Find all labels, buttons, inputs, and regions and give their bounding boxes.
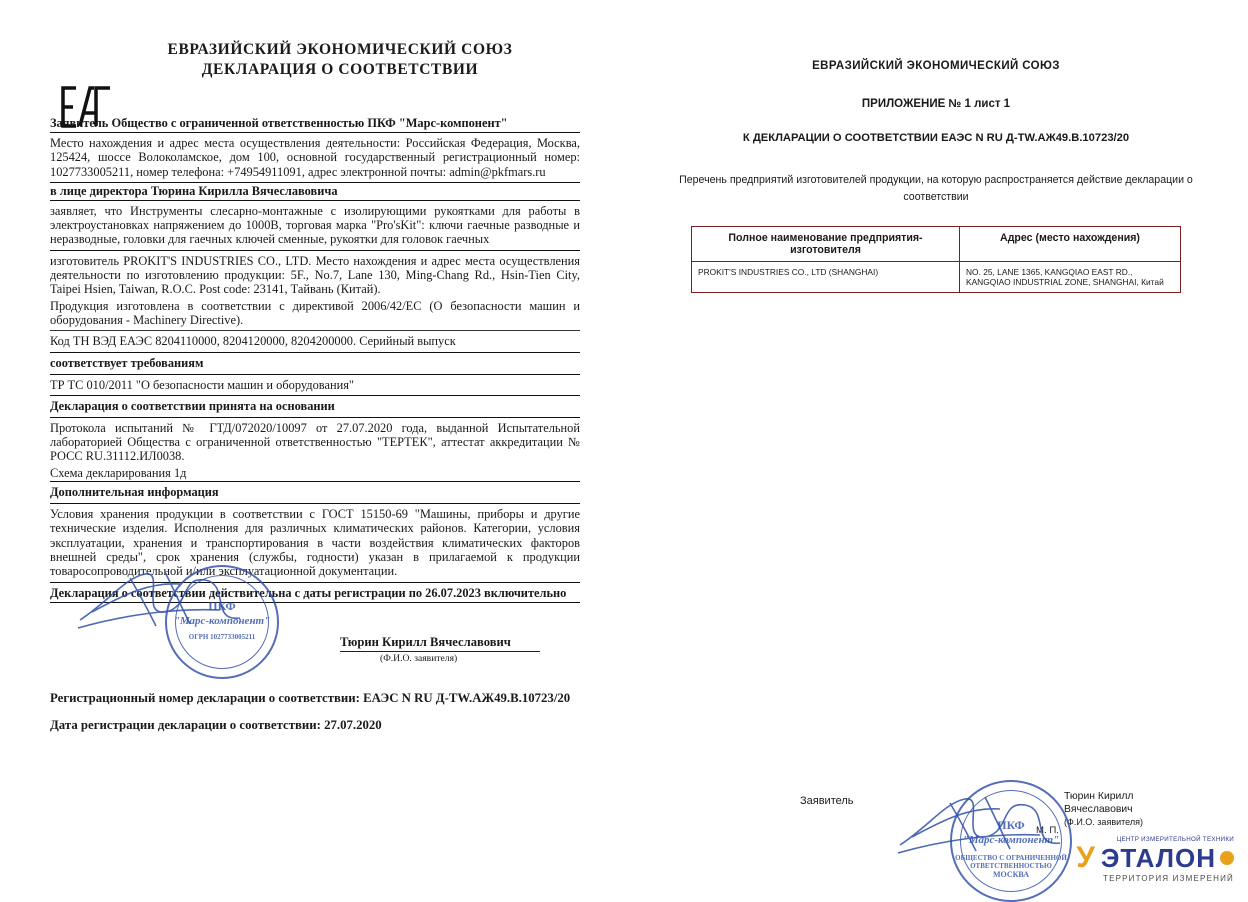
- applicant-line: Заявитель Общество с ограниченной ответственностью ПКФ "Марс-компонент": [50, 116, 508, 130]
- registration-date: Дата регистрации декларации о соответствии: 27.07.2020: [50, 717, 382, 732]
- table-header-row: [692, 227, 1181, 262]
- declaration-left-page: [0, 0, 624, 891]
- appendix-note: Перечень предприятий изготовителей продукции, на которую распространяется действие декларации о соответствии: [679, 174, 1193, 203]
- logo-dot-icon: [1220, 851, 1234, 865]
- tnved-code: Код ТН ВЭД ЕАЭС 8204110000, 8204120000, 8204200000. Серийный выпуск: [50, 334, 456, 349]
- manufacturers-table: [691, 226, 1181, 293]
- seal-r-line-2: "Марс-компонент": [962, 834, 1060, 846]
- logo-top-line: ЦЕНТР ИЗМЕРИТЕЛЬНОЙ ТЕХНИКИ: [1116, 836, 1234, 843]
- etalon-logo: [1054, 836, 1234, 883]
- scheme-text: Схема декларирования 1д: [50, 465, 187, 480]
- manufacturer-info: изготовитель PROKIT'S INDUSTRIES CO., LTD. Место нахождения и адрес места осуществления деятельности по изготовлению продукции: 5F., No.7, Lane 130, Ming-Chang Rd., Hsin-Tien City, Taipei Hsien, Taiwan, R.O.C. Post code: 23141, Тайвань (Китай).: [50, 253, 580, 297]
- right-signer-name-2: Вячеславович: [1064, 804, 1133, 815]
- conforms-heading: соответствует требованиям: [50, 355, 204, 370]
- signature-rule: [340, 651, 540, 652]
- signer-name: Тюрин Кирилл Вячеславович: [340, 634, 511, 649]
- seal-line-1: ПКФ: [208, 599, 236, 613]
- right-signer-caption: (Ф.И.О. заявителя): [1064, 817, 1143, 827]
- seal-r-line-1: ПКФ: [997, 818, 1025, 832]
- seal-line-2: "Марс-компонент": [173, 615, 271, 627]
- page-title: [100, 40, 580, 80]
- conforms-text: ТР ТС 010/2011 "О безопасности машин и оборудования": [50, 377, 354, 392]
- column-header-address: Адрес (место нахождения): [960, 227, 1181, 262]
- cell-manufacturer-name: PROKIT'S INDUSTRIES CO., LTD (SHANGHAI): [692, 262, 960, 293]
- mp-label: М. П.: [1036, 825, 1059, 836]
- appendix-title: ЕВРАЗИЙСКИЙ ЭКОНОМИЧЕСКИЙ СОЮЗ: [812, 60, 1060, 72]
- represented-by: в лице директора Тюрина Кирилла Вячеславовича: [50, 183, 338, 198]
- cell-manufacturer-address: NO. 25, LANE 1365, KANGQIAO EAST RD., KANGQIAO INDUSTRIAL ZONE, SHANGHAI, Китай: [960, 262, 1181, 293]
- appendix-right-page: [624, 0, 1248, 891]
- title-line-2: ДЕКЛАРАЦИЯ О СООТВЕТСТВИИ: [201, 61, 479, 78]
- basis-text: Протокола испытаний № ГТД/072020/10097 от 27.07.2020 года, выданной Испытательной лабораторией Общества с ограниченной ответственностью "ТЕРТЕК", аттестат аккредитации № РОСС RU.31112.ИЛ0038.: [50, 420, 580, 464]
- logo-tagline: ТЕРРИТОРИЯ ИЗМЕРЕНИЙ: [1102, 874, 1234, 883]
- seal-line-3: ОГРН 1027733005211: [188, 633, 256, 641]
- directive-info: Продукция изготовлена в соответствии с директивой 2006/42/ЕС (О безопасности машин и оборудования - Machinery Directive).: [50, 298, 580, 327]
- seal-r-line-4: МОСКВА: [992, 870, 1030, 879]
- registration-number: Регистрационный номер декларации о соответствии: ЕАЭС N RU Д-TW.АЖ49.В.10723/20: [50, 690, 571, 705]
- logo-v-icon: У: [1076, 841, 1095, 874]
- product-declaration: заявляет, что Инструменты слесарно-монтажные с изолирующими рукоятками для работы в электроустановках напряжением до 1000В, торговая марка "Pro'sKit": ключи гаечные разводные и неразводные, головки для гаечных ключей сменные, рукоятки для головок гаечных: [50, 203, 580, 247]
- eac-mark-icon: [60, 85, 120, 129]
- company-seal-left: [165, 565, 279, 679]
- right-signer-name-1: Тюрин Кирилл: [1064, 791, 1134, 802]
- appendix-to-declaration: К ДЕКЛАРАЦИИ О СООТВЕТСТВИИ ЕАЭС N RU Д-TW.АЖ49.В.10723/20: [742, 132, 1130, 144]
- applicant-label: Заявитель: [800, 795, 854, 807]
- extra-info-text: Условия хранения продукции в соответствии с ГОСТ 15150-69 "Машины, приборы и другие технические изделия. Исполнения для различных климатических районов. Категории, условия эксплуатации, хранения и транспортирования в части воздействия климатических факторов внешней среды", срок хранения (службы, годности) указан в прилагаемой к продукции товаросопроводительной и/или эксплуатационной документации.: [50, 507, 580, 579]
- signer-caption: (Ф.И.О. заявителя): [380, 652, 458, 664]
- appendix-number: ПРИЛОЖЕНИЕ № 1 лист 1: [861, 98, 1011, 110]
- column-header-name: Полное наименование предприятия-изготовителя: [692, 227, 960, 262]
- validity-text: Декларация о соответствии действительна с даты регистрации по 26.07.2023 включительно: [50, 585, 567, 600]
- title-line-1: ЕВРАЗИЙСКИЙ ЭКОНОМИЧЕСКИЙ СОЮЗ: [167, 41, 513, 58]
- applicant-address: Место нахождения и адрес места осуществления деятельности: Российская Федерация, Москва, 125424, шоссе Волоколамское, дом 100, основной государственный регистрационный номер: 1027733005211, номер телефона: +74954911091, адрес электронной почты: admin@pkfmars.ru: [50, 136, 580, 179]
- basis-heading: Декларация о соответствии принята на основании: [50, 398, 335, 413]
- extra-info-heading: Дополнительная информация: [50, 485, 219, 500]
- table-row: [692, 262, 1181, 293]
- seal-r-line-3: ОБЩЕСТВО С ОГРАНИЧЕННОЙ ОТВЕТСТВЕННОСТЬЮ: [955, 854, 1067, 870]
- logo-brand: ЭТАЛОН: [1100, 843, 1216, 873]
